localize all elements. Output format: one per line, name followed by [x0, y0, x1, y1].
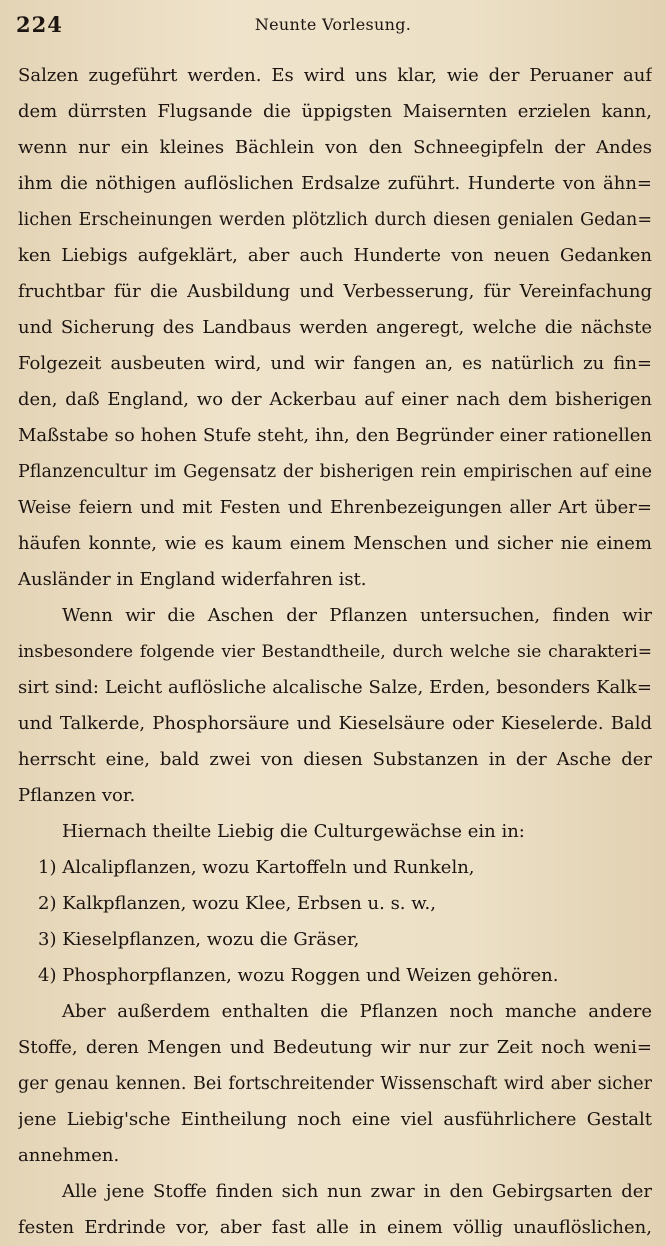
running-title: Neunte Vorlesung.: [254, 15, 412, 34]
text-line: insbesondere folgende vier Bestandtheile, durch welche sie charakteri=: [18, 642, 652, 662]
text-line: sirt sind: Leicht auflösliche alcalische Salze, Erden, besonders Kalk=: [18, 677, 652, 698]
list-item: 4) Phosphorpflanzen, wozu Roggen und Weizen gehören.: [38, 965, 559, 986]
text-line: dem dürrsten Flugsande die üppigsten Maisernten erzielen kann,: [18, 101, 652, 122]
text-line: ihm die nöthigen auflöslichen Erdsalze zuführt. Hunderte von ähn=: [18, 173, 652, 194]
text-line: Alle jene Stoffe finden sich nun zwar in den Gebirgsarten der: [62, 1181, 652, 1202]
text-line: Weise feiern und mit Festen und Ehrenbezeigungen aller Art über=: [18, 497, 652, 518]
list-item: 3) Kieselpflanzen, wozu die Gräser,: [38, 929, 360, 950]
page-number: 224: [16, 12, 63, 37]
body-text: [18, 58, 652, 1246]
text-line: und Sicherung des Landbaus werden angeregt, welche die nächste: [18, 317, 652, 338]
text-line: Hiernach theilte Liebig die Culturgewächse ein in:: [62, 821, 525, 842]
list-item: 1) Alcalipflanzen, wozu Kartoffeln und Runkeln,: [38, 857, 475, 878]
text-line: Stoffe, deren Mengen und Bedeutung wir nur zur Zeit noch weni=: [18, 1037, 652, 1058]
text-line: fruchtbar für die Ausbildung und Verbesserung, für Vereinfachung: [18, 281, 652, 302]
text-line: Wenn wir die Aschen der Pflanzen untersuchen, finden wir: [62, 605, 652, 626]
page-header: [14, 12, 652, 42]
text-line: Aber außerdem enthalten die Pflanzen noch manche andere: [62, 1001, 652, 1022]
text-line: Pflanzen vor.: [18, 785, 136, 806]
text-line: Maßstabe so hohen Stufe steht, ihn, den Begründer einer rationellen: [18, 425, 652, 446]
text-line: annehmen.: [18, 1145, 120, 1166]
text-line: herrscht eine, bald zwei von diesen Substanzen in der Asche der: [18, 749, 652, 770]
text-line: ger genau kennen. Bei fortschreitender Wissenschaft wird aber sicher: [18, 1074, 652, 1094]
text-line: Salzen zugeführt werden. Es wird uns klar, wie der Peruaner auf: [18, 65, 652, 86]
list-item: 2) Kalkpflanzen, wozu Klee, Erbsen u. s. w.,: [38, 893, 436, 914]
text-line: Ausländer in England widerfahren ist.: [18, 569, 367, 590]
text-line: Pflanzencultur im Gegensatz der bisherigen rein empirischen auf eine: [18, 462, 652, 482]
text-line: festen Erdrinde vor, aber fast alle in einem völlig unauflöslichen,: [18, 1217, 652, 1238]
text-line: jene Liebig'sche Eintheilung noch eine viel ausführlichere Gestalt: [18, 1109, 652, 1130]
text-line: häufen konnte, wie es kaum einem Menschen und sicher nie einem: [18, 533, 652, 554]
text-line: und Talkerde, Phosphorsäure und Kieselsäure oder Kieselerde. Bald: [18, 713, 652, 734]
text-line: lichen Erscheinungen werden plötzlich durch diesen genialen Gedan=: [18, 210, 652, 230]
text-line: wenn nur ein kleines Bächlein von den Schneegipfeln der Andes: [18, 137, 652, 158]
text-line: den, daß England, wo der Ackerbau auf einer nach dem bisherigen: [18, 389, 652, 410]
text-line: ken Liebigs aufgeklärt, aber auch Hunderte von neuen Gedanken: [18, 245, 652, 266]
text-line: Folgezeit ausbeuten wird, und wir fangen an, es natürlich zu fin=: [18, 353, 652, 374]
